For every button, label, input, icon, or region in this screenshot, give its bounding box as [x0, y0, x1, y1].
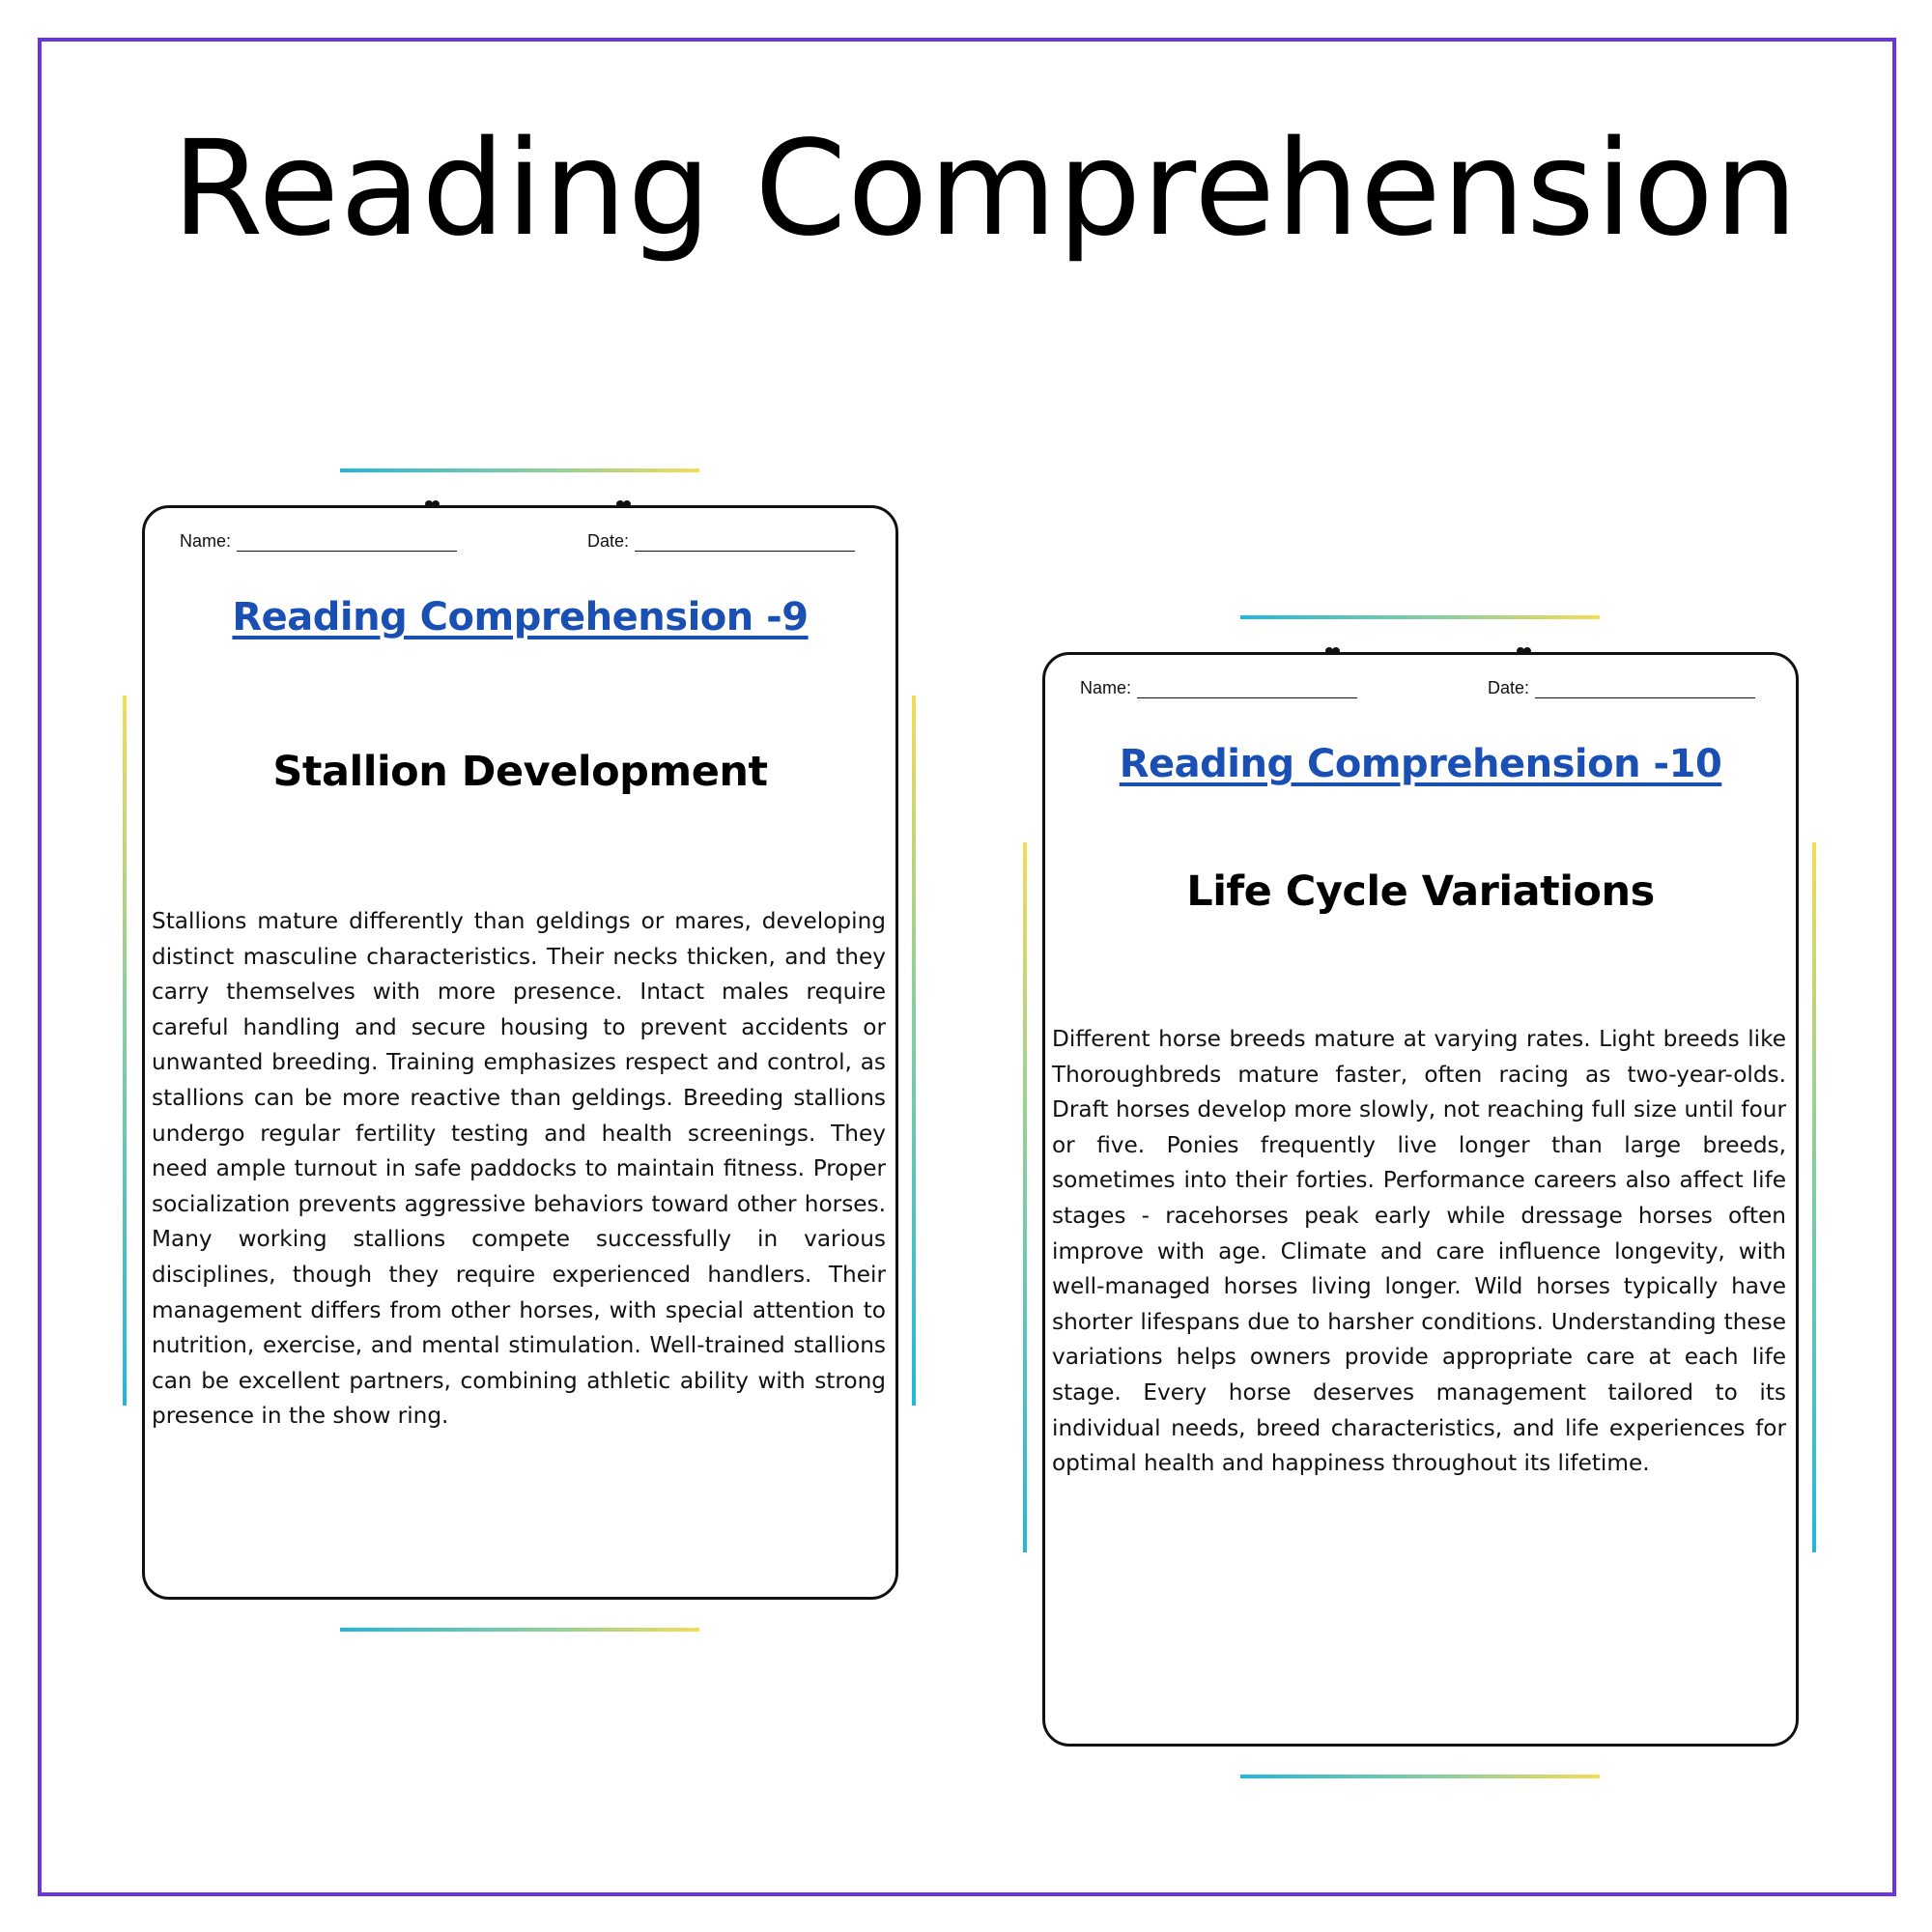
top-accent-bar: [340, 469, 699, 472]
right-accent-bar: [1812, 842, 1816, 1552]
date-field[interactable]: [1488, 678, 1755, 698]
left-accent-bar: [1023, 842, 1027, 1552]
binder-ring-icon: [1517, 647, 1532, 655]
name-field[interactable]: [1080, 678, 1357, 698]
left-accent-bar: [123, 696, 127, 1406]
date-line[interactable]: [1535, 680, 1755, 698]
date-field[interactable]: [587, 531, 855, 552]
name-line[interactable]: [1137, 680, 1357, 698]
story-body: Different horse breeds mature at varying rates. Light breeds like Thoroughbreds mature faster, often racing as two-year-olds. Draft horses develop more slowly, not reaching full size until four or five. Ponies frequently live longer than large breeds, sometimes into their forties. Performance careers also affect life stages - racehorses peak early while dressage horses often improve with age. Climate and care influence longevity, with well-managed horses living longer. Wild horses typically have shorter lifespans due to harsher conditions. Understanding these variations helps owners provide appropriate care at each life stage. Every horse deserves management tailored to its individual needs, breed characteristics, and life experiences for optimal health and happiness throughout its lifetime.: [1052, 1026, 1786, 1477]
name-line[interactable]: [237, 533, 457, 552]
story-title: Life Cycle Variations: [1186, 867, 1655, 916]
worksheet-card: [142, 505, 898, 1600]
story-title: Stallion Development: [272, 748, 768, 796]
bottom-accent-bar: [340, 1628, 699, 1632]
top-accent-bar: [1240, 615, 1600, 619]
binder-ring-icon: [616, 500, 632, 508]
worksheet-heading-link[interactable]: Reading Comprehension -9: [232, 595, 809, 639]
name-label: Name:: [1080, 678, 1132, 697]
date-line[interactable]: [635, 533, 855, 552]
bottom-accent-bar: [1240, 1775, 1600, 1778]
binder-ring-icon: [1325, 647, 1341, 655]
right-accent-bar: [912, 696, 916, 1406]
name-field[interactable]: [180, 531, 457, 552]
worksheet-card: [1042, 652, 1799, 1747]
date-label: Date:: [587, 531, 630, 551]
story-body: Stallions mature differently than geldings or mares, developing distinct masculine characteristics. Their necks thicken, and they carry themselves with more presence. Intact males require careful handling and secure housing to prevent accidents or unwanted breeding. Training emphasizes respect and control, as stallions can be more reactive than geldings. Breeding stallions undergo regular fertility testing and health screenings. They need ample turnout in safe paddocks to maintain fitness. Proper socialization prevents aggressive behaviors toward other horses. Many working stallions compete successfully in various disciplines, though they require experienced handlers. Their management differs from other horses, with special attention to nutrition, exercise, and mental stimulation. Well-trained stallions can be excellent partners, combining athletic ability with strong presence in the show ring.: [152, 908, 886, 1430]
page-title: Reading Comprehension: [172, 113, 1799, 266]
worksheet-heading-link[interactable]: Reading Comprehension -10: [1119, 742, 1722, 786]
name-label: Name:: [180, 531, 232, 551]
binder-ring-icon: [425, 500, 440, 508]
date-label: Date:: [1488, 678, 1530, 697]
